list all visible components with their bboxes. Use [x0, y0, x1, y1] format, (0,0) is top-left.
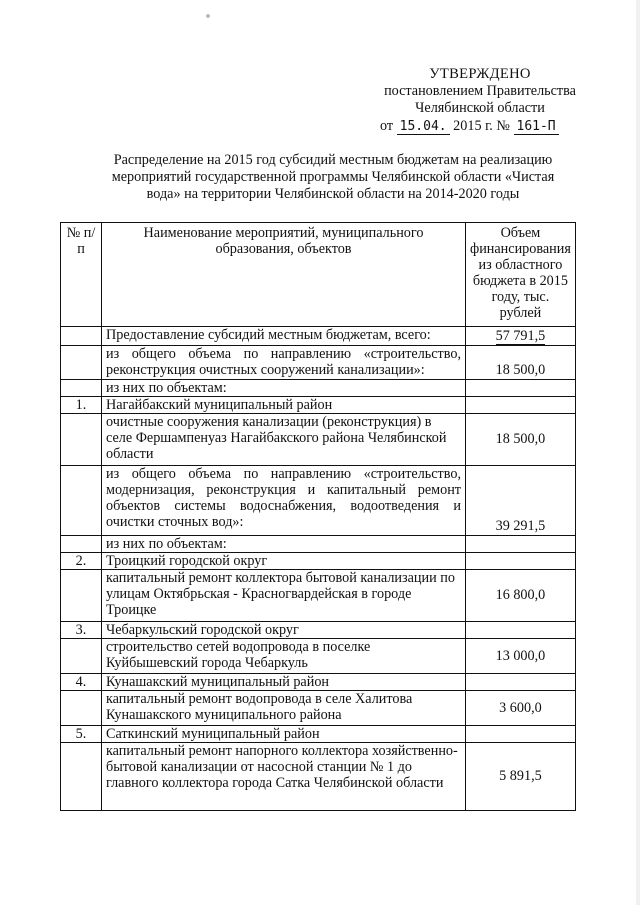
table-row [61, 380, 576, 397]
row-value: 39 291,5 [466, 466, 576, 536]
table-row [61, 691, 576, 726]
table-row [61, 726, 576, 743]
document-title [88, 152, 578, 203]
table-row [61, 466, 576, 536]
row-num [61, 743, 102, 811]
row-num: 1. [61, 397, 102, 414]
row-name: капитальный ремонт коллектора бытовой канализации по улицам Октябрьская - Красногвардейская в городе Троицке [102, 570, 466, 622]
header-num: № п/п [61, 223, 102, 327]
table-row [61, 536, 576, 553]
decree-number: 161-П [514, 119, 559, 135]
row-num [61, 466, 102, 536]
table-row [61, 639, 576, 674]
table-row [61, 622, 576, 639]
approval-block [380, 66, 580, 117]
title-line-3: вода» на территории Челябинской области на 2014-2020 годы [146, 186, 520, 202]
row-num [61, 570, 102, 622]
row-num [61, 380, 102, 397]
row-value [466, 536, 576, 553]
title-line-2: мероприятий государственной программы Челябинской области «Чистая [111, 169, 555, 185]
scan-dot [206, 14, 210, 18]
row-name: строительство сетей водопровода в поселке Куйбышевский города Чебаркуль [102, 639, 466, 674]
row-value: 5 891,5 [466, 743, 576, 811]
row-name: из них по объектам: [102, 380, 466, 397]
row-name: из них по объектам: [102, 536, 466, 553]
row-name: Кунашакский муниципальный район [102, 674, 466, 691]
approval-line-2: Челябинской области [415, 100, 545, 116]
table-row [61, 570, 576, 622]
decree-line [380, 118, 559, 135]
row-value [466, 674, 576, 691]
row-num [61, 414, 102, 466]
title-line-1: Распределение на 2015 год субсидий местным бюджетам на реализацию [113, 152, 553, 168]
decree-date: 15.04. [397, 119, 450, 135]
row-num [61, 536, 102, 553]
row-name: очистные сооружения канализации (реконструкция) в селе Фершампенуаз Нагайбакского района Челябинской области [102, 414, 466, 466]
scan-edge [636, 0, 640, 905]
row-name: капитальный ремонт водопровода в селе Халитова Кунашакского муниципального района [102, 691, 466, 726]
row-value [466, 726, 576, 743]
row-value: 18 500,0 [466, 414, 576, 466]
row-value: 3 600,0 [466, 691, 576, 726]
row-num [61, 691, 102, 726]
row-value: 16 800,0 [466, 570, 576, 622]
row-num: 2. [61, 553, 102, 570]
row-name: Нагайбакский муниципальный район [102, 397, 466, 414]
row-value: 18 500,0 [466, 346, 576, 380]
row-name: Чебаркульский городской округ [102, 622, 466, 639]
table-row [61, 346, 576, 380]
table-row [61, 674, 576, 691]
row-name: из общего объема по направлению «строительство, модернизация, реконструкция и капитальный ремонт объектов системы водоснабжения, водоотведения и очистки сточных вод»: [102, 466, 466, 536]
header-volume: Объем финансирования из областного бюджета в 2015 году, тыс. рублей [466, 223, 576, 327]
row-value [466, 553, 576, 570]
row-value [466, 380, 576, 397]
row-num [61, 639, 102, 674]
row-num: 3. [61, 622, 102, 639]
header-name: Наименование мероприятий, муниципального образования, объектов [102, 223, 466, 327]
row-num [61, 346, 102, 380]
table-row [61, 327, 576, 346]
table-header-row [61, 223, 576, 327]
row-name: из общего объема по направлению «строительство, реконструкция очистных сооружений канализации»: [102, 346, 466, 380]
row-value: 13 000,0 [466, 639, 576, 674]
approval-line-1: постановлением Правительства [384, 83, 576, 99]
table-row [61, 414, 576, 466]
row-num [61, 327, 102, 346]
table-row [61, 397, 576, 414]
approval-heading: УТВЕРЖДЕНО [429, 66, 531, 82]
subsidy-table [60, 222, 576, 811]
row-num: 5. [61, 726, 102, 743]
row-name: Предоставление субсидий местным бюджетам, всего: [102, 327, 466, 346]
row-name: Троицкий городской округ [102, 553, 466, 570]
decree-year-label: 2015 г. № [453, 118, 510, 134]
row-value [466, 622, 576, 639]
row-name: капитальный ремонт напорного коллектора хозяйственно-бытовой канализации от насосной станции № 1 до главного коллектора города Сатка Челябинской области [102, 743, 466, 811]
table-row [61, 743, 576, 811]
table-row [61, 553, 576, 570]
decree-from-label: от [380, 118, 394, 134]
row-name: Саткинский муниципальный район [102, 726, 466, 743]
row-value [466, 397, 576, 414]
row-value: 57 791,5 [466, 327, 576, 346]
row-num: 4. [61, 674, 102, 691]
